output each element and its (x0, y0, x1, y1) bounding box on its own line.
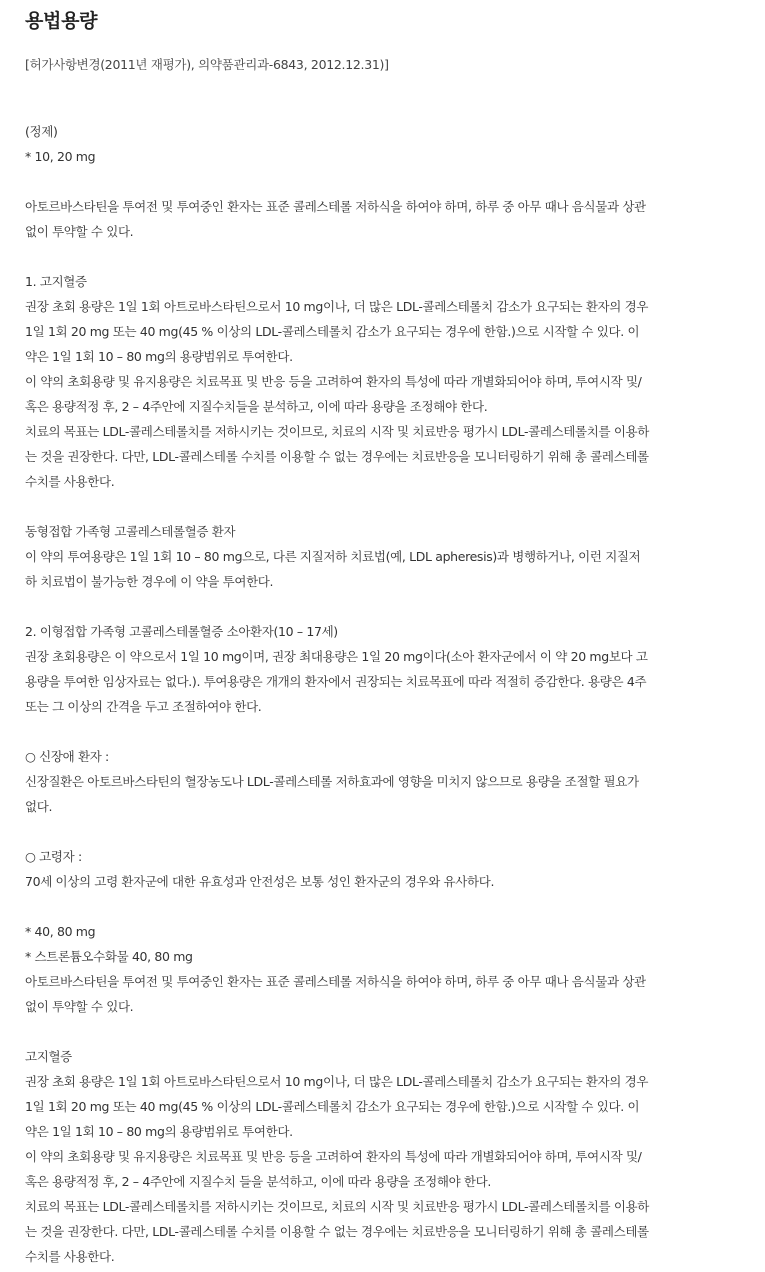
blank-line (25, 169, 739, 194)
dosage-body (25, 119, 739, 1269)
text-line: 하 치료법이 불가능한 경우에 이 약을 투여한다. (25, 574, 274, 589)
text-line: 수치를 사용한다. (25, 1249, 115, 1264)
text-line: 혹은 용량적정 후, 2 – 4주안에 지질수치들을 분석하고, 이에 따라 용량을 조정해야 한다. (25, 399, 488, 414)
text-line: 권장 초회 용량은 1일 1회 아트로바스타틴으로서 10 mg이나, 더 많은 LDL-콜레스테롤치 감소가 요구되는 환자의 경우 (25, 1074, 649, 1089)
text-line: 1일 1회 20 mg 또는 40 mg(45 % 이상의 LDL-콜레스테롤치 감소가 요구되는 경우에 한함.)으로 시작할 수 있다. 이 (25, 324, 640, 339)
text-line: 없이 투약할 수 있다. (25, 999, 134, 1014)
text-line: 아토르바스타틴을 투여전 및 투여중인 환자는 표준 콜레스테롤 저하식을 하여야 하며, 하루 중 아무 때나 음식물과 상관 (25, 199, 646, 214)
text-line: 동형접합 가족형 고콜레스테롤혈증 환자 (25, 524, 236, 539)
text-line: 치료의 목표는 LDL-콜레스테롤치를 저하시키는 것이므로, 치료의 시작 및 치료반응 평가시 LDL-콜레스테롤치를 이용하 (25, 1199, 649, 1214)
blank-line (25, 244, 739, 269)
text-line: 약은 1일 1회 10 – 80 mg의 용량범위로 투여한다. (25, 1124, 293, 1139)
blank-line (25, 594, 739, 619)
text-line: 권장 초회용량은 이 약으로서 1일 10 mg이며, 권장 최대용량은 1일 20 mg이다(소아 환자군에서 이 약 20 mg보다 고 (25, 649, 648, 664)
text-line: 70세 이상의 고령 환자군에 대한 유효성과 안전성은 보통 성인 환자군의 경우와 유사하다. (25, 874, 495, 889)
blank-line (25, 494, 739, 519)
text-line: * 10, 20 mg (25, 149, 96, 164)
text-line: (정제) (25, 124, 58, 139)
text-line: 이 약의 초회용량 및 유지용량은 치료목표 및 반응 등을 고려하여 환자의 특성에 따라 개별화되어야 하며, 투여시작 및/ (25, 1149, 642, 1164)
text-line: 아토르바스타틴을 투여전 및 투여중인 환자는 표준 콜레스테롤 저하식을 하여야 하며, 하루 중 아무 때나 음식물과 상관 (25, 974, 646, 989)
revision-note: [허가사항변경(2011년 재평가), 의약품관리과-6843, 2012.12.31)] (25, 57, 389, 72)
text-line: 용량을 투여한 임상자료는 없다.). 투여용량은 개개의 환자에서 권장되는 치료목표에 따라 적절히 증감한다. 용량은 4주 (25, 674, 647, 689)
text-line: 신장질환은 아토르바스타틴의 혈장농도나 LDL-콜레스테롤 저하효과에 영향을 미치지 않으므로 용량을 조절할 필요가 (25, 774, 639, 789)
text-line: 1. 고지혈증 (25, 274, 87, 289)
text-line: 는 것을 권장한다. 다만, LDL-콜레스테롤 수치를 이용할 수 없는 경우에는 치료반응을 모니터링하기 위해 총 콜레스테롤 (25, 1224, 649, 1239)
text-line: 없이 투약할 수 있다. (25, 224, 134, 239)
text-line: 없다. (25, 799, 53, 814)
blank-line (25, 819, 739, 844)
blank-line (25, 1019, 739, 1044)
text-line: ○ 신장애 환자 : (25, 749, 109, 764)
text-line: 약은 1일 1회 10 – 80 mg의 용량범위로 투여한다. (25, 349, 293, 364)
text-line: 는 것을 권장한다. 다만, LDL-콜레스테롤 수치를 이용할 수 없는 경우에는 치료반응을 모니터링하기 위해 총 콜레스테롤 (25, 449, 649, 464)
text-line: 1일 1회 20 mg 또는 40 mg(45 % 이상의 LDL-콜레스테롤치 감소가 요구되는 경우에 한함.)으로 시작할 수 있다. 이 (25, 1099, 640, 1114)
text-line: * 40, 80 mg (25, 924, 96, 939)
text-line: 이 약의 투여용량은 1일 1회 10 – 80 mg으로, 다른 지질저하 치료법(예, LDL apheresis)과 병행하거나, 이런 지질저 (25, 549, 641, 564)
text-line: 수치를 사용한다. (25, 474, 115, 489)
page-title: 용법용량 (25, 10, 98, 32)
text-line: 이 약의 초회용량 및 유지용량은 치료목표 및 반응 등을 고려하여 환자의 특성에 따라 개별화되어야 하며, 투여시작 및/ (25, 374, 642, 389)
text-line: 치료의 목표는 LDL-콜레스테롤치를 저하시키는 것이므로, 치료의 시작 및 치료반응 평가시 LDL-콜레스테롤치를 이용하 (25, 424, 649, 439)
text-line: 권장 초회 용량은 1일 1회 아트로바스타틴으로서 10 mg이나, 더 많은 LDL-콜레스테롤치 감소가 요구되는 환자의 경우 (25, 299, 649, 314)
text-line: 또는 그 이상의 간격을 두고 조절하여야 한다. (25, 699, 262, 714)
text-line: ○ 고령자 : (25, 849, 82, 864)
text-line: 2. 이형접합 가족형 고콜레스테롤혈증 소아환자(10 – 17세) (25, 624, 338, 639)
text-line: 고지혈증 (25, 1049, 72, 1064)
blank-line (25, 894, 739, 919)
text-line: 혹은 용량적정 후, 2 – 4주안에 지질수치 들을 분석하고, 이에 따라 용량을 조정해야 한다. (25, 1174, 492, 1189)
blank-line (25, 719, 739, 744)
text-line: * 스트론튬오수화물 40, 80 mg (25, 949, 193, 964)
